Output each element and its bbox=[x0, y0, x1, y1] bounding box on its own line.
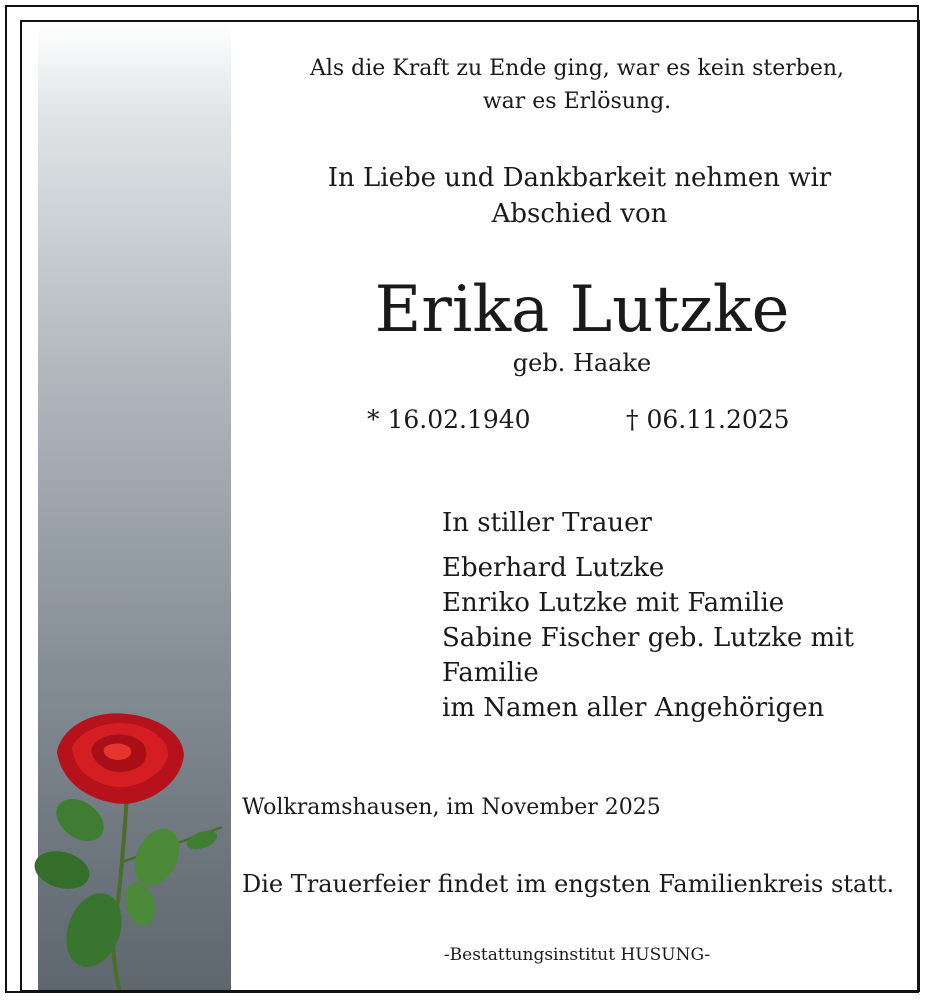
mourner-4: im Namen aller Angehörigen bbox=[442, 693, 825, 723]
mourner-2: Enriko Lutzke mit Familie bbox=[442, 588, 785, 618]
birth-date: * 16.02.1940 bbox=[367, 405, 531, 434]
notice-frame bbox=[20, 20, 920, 992]
intro-line-2: Abschied von bbox=[491, 199, 668, 229]
mourner-1: Eberhard Lutzke bbox=[442, 553, 665, 583]
mourning-heading: In stiller Trauer bbox=[442, 508, 652, 538]
intro-line-1: In Liebe und Dankbarkeit nehmen wir bbox=[327, 163, 832, 193]
undertaker: -Bestattungsinstitut HUSUNG- bbox=[443, 945, 711, 965]
mourner-3-continued: Familie bbox=[442, 658, 539, 688]
outer-border bbox=[5, 5, 919, 993]
deceased-name: Erika Lutzke bbox=[374, 273, 790, 347]
ceremony-note: Die Trauerfeier findet im engsten Familienkreis statt. bbox=[242, 870, 895, 898]
motto bbox=[22, 52, 920, 118]
death-date: † 06.11.2025 bbox=[626, 405, 790, 434]
intro bbox=[22, 160, 920, 232]
mourner-3: Sabine Fischer geb. Lutzke mit bbox=[442, 623, 854, 653]
motto-line-1: Als die Kraft zu Ende ging, war es kein sterben, bbox=[309, 56, 845, 81]
mourners-list bbox=[442, 551, 862, 726]
place-date: Wolkramshausen, im November 2025 bbox=[242, 795, 661, 820]
motto-line-2: war es Erlösung. bbox=[482, 89, 672, 114]
birth-name: geb. Haake bbox=[512, 349, 652, 377]
